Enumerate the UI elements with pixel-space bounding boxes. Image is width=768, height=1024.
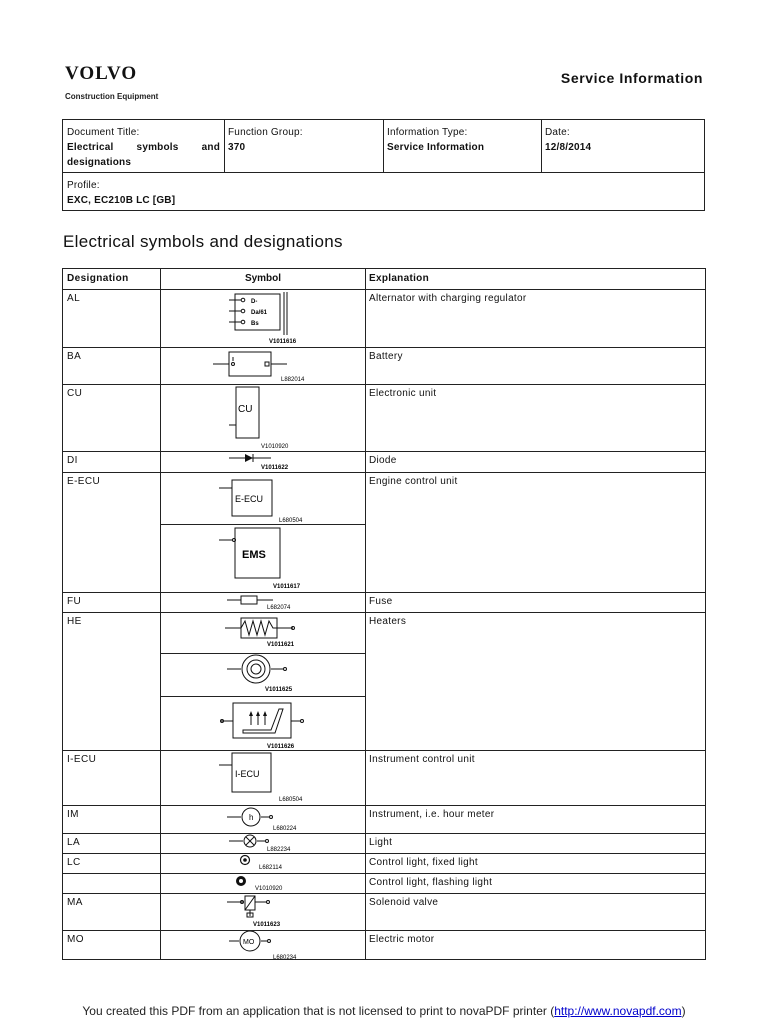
designation: LC — [67, 857, 81, 868]
header-explanation: Explanation — [369, 273, 429, 284]
designation: CU — [67, 388, 83, 399]
explanation: Alternator with charging regulator — [369, 293, 527, 304]
designation: MA — [67, 897, 83, 908]
novapdf-link[interactable]: http://www.novapdf.com — [554, 1004, 682, 1018]
document-title-cell — [67, 125, 220, 170]
symbol-code: V1010920 — [261, 444, 289, 450]
symbol-code: L682114 — [259, 865, 282, 871]
explanation: Control light, flashing light — [369, 877, 493, 888]
table-row — [63, 473, 705, 593]
function-group-cell — [228, 125, 303, 155]
battery-symbol — [161, 348, 364, 384]
motor-label: MO — [243, 939, 255, 946]
designation: E-ECU — [67, 476, 101, 487]
unit-label: EMS — [242, 549, 266, 561]
explanation: Instrument control unit — [369, 754, 475, 765]
symbol-code: L882234 — [267, 847, 291, 853]
symbol-code: V1011616 — [269, 339, 297, 345]
profile-value: EXC, EC210B LC [GB] — [67, 195, 176, 206]
control-light-flashing-symbol — [161, 874, 364, 893]
table-row — [63, 385, 705, 452]
explanation: Instrument, i.e. hour meter — [369, 809, 495, 820]
date-cell — [545, 125, 591, 155]
fuse-symbol — [161, 593, 364, 612]
symbol-code: V1011625 — [265, 687, 293, 693]
document-heading: Electrical symbols and designations — [63, 232, 343, 251]
document-info-box — [62, 119, 705, 211]
engine-control-unit-symbol — [161, 473, 364, 524]
information-type-label: Information Type: — [387, 127, 468, 138]
unit-label: CU — [238, 404, 253, 415]
symbols-table — [62, 268, 706, 960]
hour-meter-symbol — [161, 806, 364, 833]
diode-symbol — [161, 452, 364, 472]
unit-label: I-ECU — [235, 769, 260, 779]
table-row — [63, 874, 705, 894]
profile-cell — [67, 178, 175, 208]
symbol-code: V1011623 — [253, 922, 281, 928]
logo-subtitle: Construction Equipment — [65, 92, 159, 101]
electronic-unit-symbol — [161, 385, 364, 451]
document-title-line1: Electrical symbols and — [67, 142, 220, 153]
novapdf-footer — [0, 1004, 768, 1018]
symbol-code: V1011626 — [267, 744, 295, 750]
table-row — [63, 613, 705, 751]
alternator-symbol — [161, 290, 364, 347]
heater-coil-symbol — [161, 654, 364, 696]
table-row — [63, 290, 705, 348]
explanation: Light — [369, 837, 393, 848]
instrument-control-unit-symbol — [161, 751, 364, 805]
designation: BA — [67, 351, 82, 362]
table-row — [63, 593, 705, 613]
meter-label: h — [249, 813, 254, 822]
symbol-code: L882014 — [281, 377, 305, 383]
table-header-row — [63, 269, 705, 290]
table-row — [63, 894, 705, 931]
symbol-code: V1010920 — [255, 886, 283, 892]
table-row — [63, 751, 705, 806]
document-title-label: Document Title: — [67, 127, 140, 138]
ems-symbol — [161, 525, 364, 592]
information-type-cell — [387, 125, 484, 155]
volvo-logo: VOLVO — [65, 63, 138, 84]
explanation: Solenoid valve — [369, 897, 439, 908]
table-row — [63, 854, 705, 874]
designation: IM — [67, 809, 79, 820]
explanation: Electronic unit — [369, 388, 437, 399]
footer-text: You created this PDF from an application that is not licensed to print to novaPDF printer ( — [82, 1004, 555, 1018]
table-row — [63, 348, 705, 385]
symbol-code: L680224 — [273, 826, 297, 832]
designation: FU — [67, 596, 82, 607]
document-title-line2: designations — [67, 157, 132, 168]
symbol-code: L682074 — [267, 605, 291, 611]
symbol-code: L680234 — [273, 955, 297, 961]
explanation: Fuse — [369, 596, 393, 607]
explanation: Engine control unit — [369, 476, 458, 487]
explanation: Heaters — [369, 616, 407, 627]
footer-end: ) — [681, 1004, 686, 1018]
designation: MO — [67, 934, 84, 945]
unit-label: E-ECU — [235, 494, 264, 504]
electric-motor-symbol — [161, 931, 364, 961]
solenoid-valve-symbol — [161, 894, 364, 930]
designation: AL — [67, 293, 81, 304]
table-row — [63, 452, 705, 473]
explanation: Electric motor — [369, 934, 435, 945]
date-value: 12/8/2014 — [545, 142, 592, 153]
symbol-code: L680504 — [279, 518, 303, 524]
date-label: Date: — [545, 127, 570, 138]
symbol-code: V1011617 — [273, 584, 301, 590]
terminal-label: D- — [251, 299, 258, 305]
information-type-value: Service Information — [387, 142, 485, 153]
terminal-label: Da/61 — [251, 310, 268, 316]
designation: HE — [67, 616, 82, 627]
light-symbol — [161, 834, 364, 853]
function-group-label: Function Group: — [228, 127, 303, 138]
explanation: Control light, fixed light — [369, 857, 478, 868]
table-row — [63, 806, 705, 834]
header-designation: Designation — [67, 273, 129, 284]
symbol-code: V1011622 — [261, 465, 289, 471]
symbol-code: L680504 — [279, 797, 303, 803]
header-symbol: Symbol — [244, 273, 282, 284]
designation: LA — [67, 837, 81, 848]
seat-heater-symbol — [161, 697, 364, 750]
terminal-label: Bs — [251, 321, 259, 327]
table-row — [63, 834, 705, 854]
explanation: Battery — [369, 351, 403, 362]
function-group-value: 370 — [228, 142, 246, 153]
heater-resistor-symbol — [161, 613, 364, 653]
profile-label: Profile: — [67, 180, 100, 191]
explanation: Diode — [369, 455, 397, 466]
service-information-title: Service Information — [560, 70, 703, 86]
control-light-fixed-symbol — [161, 854, 364, 873]
symbol-code: V1011621 — [267, 642, 295, 648]
designation: DI — [67, 455, 78, 466]
designation: I-ECU — [67, 754, 97, 765]
table-row — [63, 931, 705, 961]
